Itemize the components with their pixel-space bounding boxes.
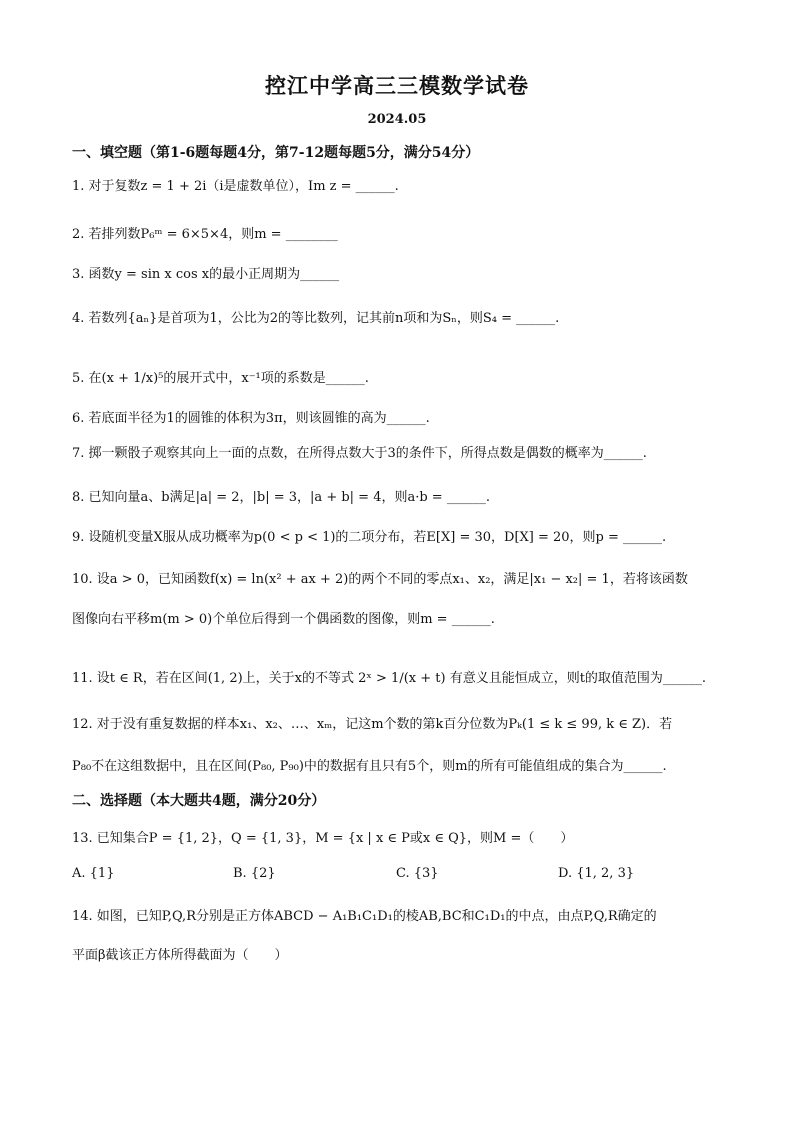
question-2: 2. 若排列数P₆ᵐ = 6×5×4，则m = ________ [72, 227, 338, 242]
question-12-line-2: P₈₀不在这组数据中，且在区间(P₈₀, P₉₀)中的数据有且只有5个，则m的所有可能值组成的集合为______. [72, 759, 667, 774]
question-10-line-2: 图像向右平移m(m > 0)个单位后得到一个偶函数的图像，则m = ______. [72, 612, 495, 627]
question-14-line-2: 平面β截该正方体所得截面为（ ） [72, 948, 288, 963]
question-1: 1. 对于复数z = 1 + 2i（i是虚数单位），Im z = ______. [72, 179, 399, 194]
question-7: 7. 掷一颗骰子观察其向上一面的点数，在所得点数大于3的条件下，所得点数是偶数的概率为______. [72, 446, 647, 461]
question-13-option-a: A. {1} [72, 866, 115, 881]
question-6: 6. 若底面半径为1的圆锥的体积为3π，则该圆锥的高为______. [72, 411, 430, 426]
question-13-option-b: B. {2} [233, 866, 276, 881]
question-13-option-d: D. {1, 2, 3} [558, 866, 635, 881]
question-13-option-c: C. {3} [396, 866, 439, 881]
question-3: 3. 函数y = sin x cos x的最小正周期为______ [72, 267, 340, 282]
exam-title: 控江中学高三三模数学试卷 [265, 73, 529, 98]
question-5: 5. 在(x + 1/x)⁵的展开式中，x⁻¹项的系数是______. [72, 371, 369, 386]
question-10-line-1: 10. 设a > 0，已知函数f(x) = ln(x² + ax + 2)的两个不同的零点x₁、x₂，满足|x₁ − x₂| = 1，若将该函数 [72, 572, 688, 587]
question-13: 13. 已知集合P = {1, 2}，Q = {1, 3}，M = {x | x ∈ P或x ∈ Q}，则M =（ ） [72, 831, 574, 846]
question-12-line-1: 12. 对于没有重复数据的样本x₁、x₂、…、xₘ，记这m个数的第k百分位数为Pₖ(1 ≤ k ≤ 99, k ∈ Z)．若 [72, 717, 673, 732]
question-14-line-1: 14. 如图，已知P,Q,R分别是正方体ABCD − A₁B₁C₁D₁的棱AB,BC和C₁D₁的中点，由点P,Q,R确定的 [72, 909, 657, 924]
question-9: 9. 设随机变量X服从成功概率为p(0 < p < 1)的二项分布，若E[X] = 30，D[X] = 20，则p = ______. [72, 530, 667, 545]
exam-date: 2024.05 [367, 112, 427, 127]
question-8: 8. 已知向量a、b满足|a| = 2，|b| = 3，|a + b| = 4，则a·b = ______. [72, 490, 490, 505]
section-fill-in-blank: 一、填空题（第1-6题每题4分，第7-12题每题5分，满分54分） [72, 145, 480, 161]
question-11: 11. 设t ∈ R，若在区间(1, 2)上，关于x的不等式 2ˣ > 1/(x + t) 有意义且能恒成立，则t的取值范围为______. [72, 671, 707, 686]
section-multiple-choice: 二、选择题（本大题共4题，满分20分） [72, 793, 326, 809]
question-4: 4. 若数列{aₙ}是首项为1，公比为2的等比数列，记其前n项和为Sₙ，则S₄ = ______. [72, 311, 560, 326]
